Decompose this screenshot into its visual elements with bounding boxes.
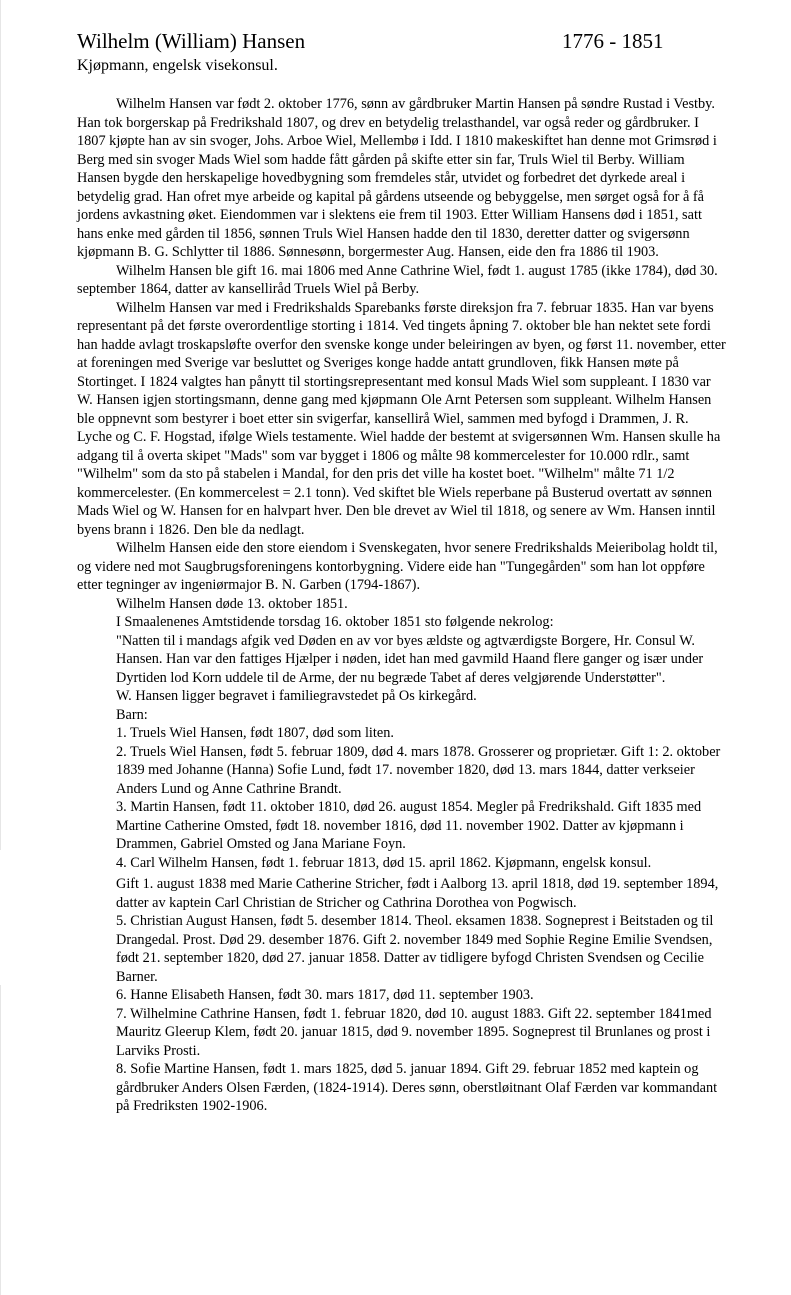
list-item: 4. Carl Wilhelm Hansen, født 1. februar 1813, død 15. april 1862. Kjøpmann, engelsk konsul.	[116, 854, 652, 871]
list-item: 3. Martin Hansen, født 11. oktober 1810, død 26. august 1854. Megler på Fredrikshald. Gift 1835 med Martine Catherine Omsted, født 18. november 1816, død 11. november 1902. Datter av kjøpmann i Drammen, Gabriel Omsted og Jana Mariane Foyn.	[116, 799, 702, 852]
paragraph-marriage: Wilhelm Hansen ble gift 16. mai 1806 med Anne Cathrine Wiel, født 1. august 1785 (ikke 1784), død 30. september 1864, datter av kanselliråd Truels Wiel på Berby.	[77, 262, 718, 297]
page-edge-line	[0, 0, 1, 850]
occupation-subtitle: Kjøpmann, engelsk visekonsul.	[77, 57, 278, 74]
obituary-quote: "Natten til i mandags afgik ved Døden en av vor byes ældste og agtværdigste Borgere, Hr. Consul W. Hansen. Han var den fattiges Hjælper i nøden, idet han med gavmild Haand flere ganger og især under Dyrtiden lod Korn uddele til de Arme, der nu begræde Tabet af deres velgjørende Understøtter".	[116, 632, 704, 686]
children-heading: Barn:	[116, 706, 148, 723]
title-row	[77, 28, 697, 54]
obituary-intro: I Smaalenenes Amtstidende torsdag 16. oktober 1851 sto følgende nekrolog:	[116, 614, 554, 630]
list-item: 2. Truels Wiel Hansen, født 5. februar 1809, død 4. mars 1878. Grosserer og proprietær. Gift 1: 2. oktober 1839 med Johanne (Hanna) Sofie Lund, født 17. november 1820, død 13. mars 1844, datter verkseier Anders Lund og Anne Cathrine Brandt.	[116, 743, 721, 797]
paragraph-property: Wilhelm Hansen eide den store eiendom i Svenskegaten, hvor senere Fredrikshalds Meieribolag holdt til, og videre ned mot Saugbrugsforeningens kontorbygning. Videre eide han "Tungegården" som han lot oppføre etter tegninger av ingeniørmajor B. N. Garben (1794-1867).	[77, 540, 718, 593]
list-item: 6. Hanne Elisabeth Hansen, født 30. mars 1817, død 11. september 1903.	[116, 987, 534, 1003]
document-body	[77, 95, 727, 1116]
page-edge-line-lower	[0, 985, 1, 1295]
list-item: 8. Sofie Martine Hansen, født 1. mars 1825, død 5. januar 1894. Gift 29. februar 1852 med kaptein og gårdbruker Anders Olsen Færden, (1824-1914). Deres sønn, oberstløitnant Olaf Færden var kommandant på Fredriksten 1902-1906.	[116, 1061, 718, 1114]
paragraph-biography: Wilhelm Hansen var født 2. oktober 1776, sønn av gårdbruker Martin Hansen på søndre Rustad i Vestby. Han tok borgerskap på Fredrikshald 1807, og drev en betydelig trelasthandel, var også reder og gårdbruker. I 1807 kjøpte han av sin svoger, Johs. Arboe Wiel, Mellembø i Idd. I 1810 makeskiftet han denne mot Grimsrød i Berg med sin svoger Mads Wiel som hadde fått gården på skifte etter sin far, Truls Wiel til Berby. William Hansen bygde den herskapelige hovedbygning som fremdeles står, utvidet og forbedret det dyrkede areal i betydelig grad. Han ofret mye arbeide og kapital på gårdens utseende og bebyggelse, men sørget også for å få jordens avkastning øket. Eiendommen var i slektens eie frem til 1903. Etter William Hansens død i 1851, satt hans enke med gården til 1856, sønnen Truls Wiel Hansen hadde den til 1830, deretter datter og svigersønn kjøpmann B. G. Schlytter til 1886. Sønnesønn, borgermester Aug. Hansen, eide den fra 1886 til 1903.	[77, 96, 717, 260]
list-item: Gift 1. august 1838 med Marie Catherine Stricher, født i Aalborg 13. april 1818, død 19. september 1894, datter av kaptein Carl Christian de Stricher og Cathrina Dorothea von Pogwisch.	[116, 876, 719, 911]
paragraph-career: Wilhelm Hansen var med i Fredrikshalds Sparebanks første direksjon fra 7. februar 1835. Han var byens representant på det første overordentlige storting i 1814. Ved tingets åpning 7. oktober ble han nektet sete fordi han hadde avlagt troskapsløfte overfor den svenske konge under beleiringen av byen, og først 11. november, etter at foreningen med Sverige var besluttet og Sveriges konge hadde antatt grundloven, fikk Hansen møte på Stortinget. I 1824 valgtes han pånytt til stortingsrepresentant med konsul Mads Wiel som suppleant. I 1830 var W. Hansen igjen stortingsmann, denne gang med kjøpmann Ole Arnt Petersen som suppleant. Wilhelm Hansen ble oppnevnt som bestyrer i boet etter sin svigerfar, kansellirå Wiel, sammen med byfogd i Drammen, J. R. Lyche og C. F. Hogstad, ifølge Wiels testamente. Wiel hadde der bestemt at svigersønnen Wm. Hansen skulle ha adgang til å overta skipet "Mads" som var bygget i 1806 og målte 98 kommercelester for 10.000 rdlr., samt "Wilhelm" som da sto på stabelen i Mandal, for den pris det ville ha kostet boet. "Wilhelm" målte 71 1/2 kommercelester. (En kommercelest = 2.1 tonn). Ved skiftet ble Wiels reperbane på Busterud overtatt av sønnen Mads Wiel og W. Hansen for en halvpart hver. Den ble drevet av Wiel til 1818, og senere av Wm. Hansen inntil byens brann i 1826. Den ble da nedlagt.	[77, 299, 726, 538]
burial-line: W. Hansen ligger begravet i familiegravstedet på Os kirkegård.	[116, 688, 477, 704]
indented-section	[77, 595, 727, 1116]
list-item: 7. Wilhelmine Cathrine Hansen, født 1. februar 1820, død 10. august 1883. Gift 22. september 1841med Mauritz Gleerup Klem, født 20. januar 1815, død 9. november 1895. Sogneprest til Brunlanes og prost i Larviks Prosti.	[116, 1005, 712, 1059]
document-header	[77, 28, 697, 76]
life-years: 1776 - 1851	[562, 29, 664, 53]
list-item: 1. Truels Wiel Hansen, født 1807, død som liten.	[116, 725, 394, 741]
children-list	[116, 724, 727, 1116]
list-item: 5. Christian August Hansen, født 5. desember 1814. Theol. eksamen 1838. Sogneprest i Beitstaden og til Drangedal. Prost. Død 29. desember 1876. Gift 2. november 1849 med Sophie Regine Emilie Svendsen, født 21. september 1820, død 27. januar 1858. Datter av tidligere byfogd Christen Svendsen og Cecilie Barner.	[116, 913, 714, 985]
death-line: Wilhelm Hansen døde 13. oktober 1851.	[116, 595, 348, 612]
person-name: Wilhelm (William) Hansen	[77, 29, 306, 53]
